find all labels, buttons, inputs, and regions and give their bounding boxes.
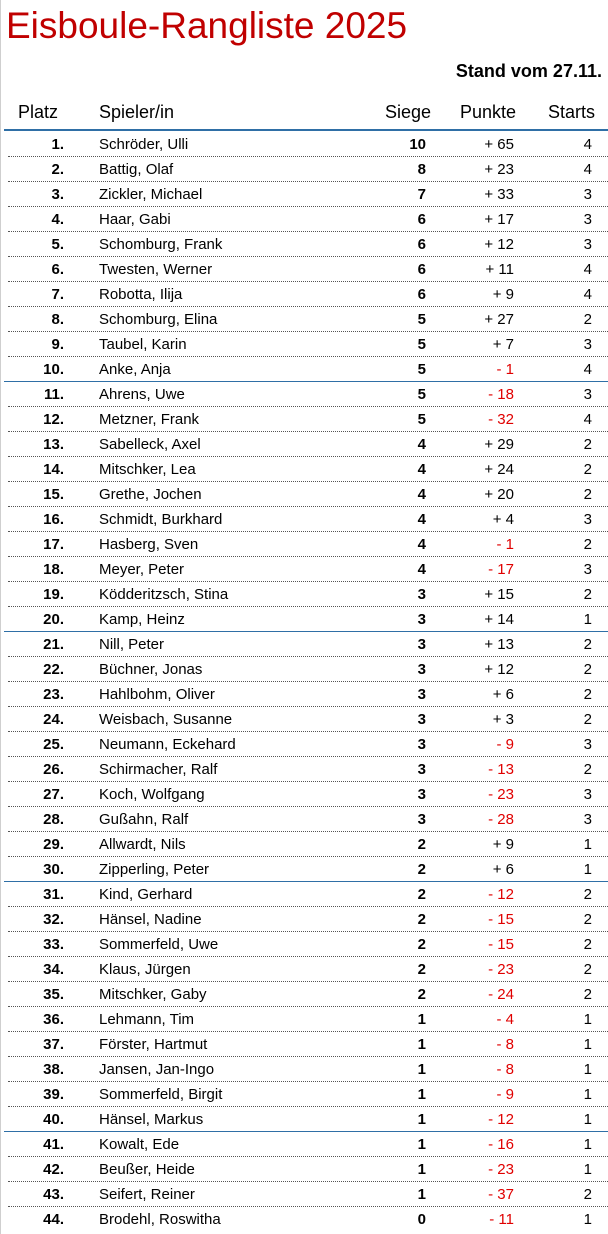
wins-cell: 2 bbox=[417, 936, 426, 953]
table-row bbox=[0, 757, 608, 782]
player-name-cell: Sabelleck, Axel bbox=[99, 436, 201, 453]
points-cell: - 23 bbox=[488, 1161, 514, 1178]
table-row bbox=[0, 807, 608, 832]
wins-cell: 1 bbox=[417, 1036, 426, 1053]
starts-cell: 3 bbox=[583, 511, 592, 528]
wins-cell: 4 bbox=[417, 436, 426, 453]
points-cell: - 23 bbox=[488, 961, 514, 978]
table-row bbox=[0, 1032, 608, 1057]
points-cell: + 11 bbox=[485, 261, 514, 278]
rank-cell: 41. bbox=[43, 1136, 64, 1153]
starts-cell: 2 bbox=[583, 586, 592, 603]
points-cell: - 18 bbox=[488, 386, 514, 403]
rank-cell: 10. bbox=[43, 361, 64, 378]
table-row bbox=[0, 857, 608, 882]
player-name-cell: Weisbach, Susanne bbox=[99, 711, 233, 728]
wins-cell: 2 bbox=[417, 836, 426, 853]
rank-cell: 33. bbox=[43, 936, 64, 953]
player-name-cell: Schirmacher, Ralf bbox=[99, 761, 218, 778]
player-name-cell: Ahrens, Uwe bbox=[99, 386, 185, 403]
starts-cell: 1 bbox=[583, 836, 592, 853]
wins-cell: 3 bbox=[417, 761, 426, 778]
player-name-cell: Ködderitzsch, Stina bbox=[99, 586, 229, 603]
points-cell: + 12 bbox=[484, 661, 514, 678]
starts-cell: 4 bbox=[583, 261, 592, 278]
starts-cell: 4 bbox=[583, 161, 592, 178]
header-starts: Starts bbox=[548, 102, 596, 122]
points-cell: + 20 bbox=[484, 486, 514, 503]
rank-cell: 22. bbox=[43, 661, 64, 678]
player-name-cell: Schomburg, Frank bbox=[99, 236, 223, 253]
points-cell: + 17 bbox=[484, 211, 514, 228]
wins-cell: 3 bbox=[417, 811, 426, 828]
points-cell: - 15 bbox=[488, 911, 514, 928]
points-cell: + 33 bbox=[484, 186, 514, 203]
wins-cell: 7 bbox=[417, 186, 426, 203]
wins-cell: 5 bbox=[417, 411, 426, 428]
player-name-cell: Zickler, Michael bbox=[99, 186, 203, 203]
points-cell: - 24 bbox=[488, 986, 514, 1003]
table-row bbox=[0, 182, 608, 207]
table-row bbox=[0, 782, 608, 807]
wins-cell: 4 bbox=[417, 511, 426, 528]
rank-cell: 31. bbox=[43, 886, 64, 903]
starts-cell: 3 bbox=[583, 336, 592, 353]
header-punkte: Punkte bbox=[460, 102, 517, 122]
starts-cell: 2 bbox=[583, 686, 592, 703]
rank-cell: 43. bbox=[43, 1186, 64, 1203]
player-name-cell: Schomburg, Elina bbox=[99, 311, 218, 328]
player-name-cell: Mitschker, Lea bbox=[99, 461, 196, 478]
starts-cell: 1 bbox=[583, 1161, 592, 1178]
starts-cell: 1 bbox=[583, 611, 592, 628]
table-row bbox=[0, 932, 608, 957]
points-cell: + 27 bbox=[484, 311, 514, 328]
rank-cell: 42. bbox=[43, 1161, 64, 1178]
table-row bbox=[0, 1207, 608, 1232]
player-name-cell: Hänsel, Nadine bbox=[99, 911, 202, 928]
points-cell: + 13 bbox=[484, 636, 514, 653]
starts-cell: 2 bbox=[583, 436, 592, 453]
starts-cell: 1 bbox=[583, 1211, 592, 1228]
table-header bbox=[0, 100, 608, 130]
player-name-cell: Seifert, Reiner bbox=[99, 1186, 195, 1203]
player-name-cell: Jansen, Jan-Ingo bbox=[99, 1061, 215, 1078]
points-cell: - 12 bbox=[488, 1111, 514, 1128]
rank-cell: 35. bbox=[43, 986, 64, 1003]
rank-cell: 9. bbox=[51, 336, 64, 353]
wins-cell: 6 bbox=[417, 236, 426, 253]
rank-cell: 23. bbox=[43, 686, 64, 703]
starts-cell: 1 bbox=[583, 861, 592, 878]
player-name-cell: Anke, Anja bbox=[99, 361, 171, 378]
player-name-cell: Zipperling, Peter bbox=[99, 861, 210, 878]
starts-cell: 3 bbox=[583, 386, 592, 403]
table-row bbox=[0, 482, 608, 507]
rank-cell: 16. bbox=[43, 511, 64, 528]
points-cell: + 12 bbox=[484, 236, 514, 253]
wins-cell: 6 bbox=[417, 286, 426, 303]
table-row bbox=[0, 582, 608, 607]
points-cell: - 37 bbox=[488, 1186, 514, 1203]
table-row bbox=[0, 1132, 608, 1157]
rank-cell: 38. bbox=[43, 1061, 64, 1078]
starts-cell: 2 bbox=[583, 711, 592, 728]
player-name-cell: Schmidt, Burkhard bbox=[99, 511, 223, 528]
wins-cell: 3 bbox=[417, 661, 426, 678]
header-spieler: Spieler/in bbox=[99, 102, 175, 122]
wins-cell: 4 bbox=[417, 536, 426, 553]
page-title: Eisboule-Rangliste 2025 bbox=[6, 5, 408, 46]
table-row bbox=[0, 607, 608, 632]
player-name-cell: Neumann, Eckehard bbox=[99, 736, 236, 753]
player-name-cell: Battig, Olaf bbox=[99, 161, 174, 178]
table-row bbox=[0, 432, 608, 457]
table-row bbox=[0, 1007, 608, 1032]
wins-cell: 4 bbox=[417, 561, 426, 578]
starts-cell: 1 bbox=[583, 1111, 592, 1128]
wins-cell: 2 bbox=[417, 861, 426, 878]
starts-cell: 2 bbox=[583, 461, 592, 478]
rank-cell: 34. bbox=[43, 961, 64, 978]
table-row bbox=[0, 157, 608, 182]
player-name-cell: Sommerfeld, Birgit bbox=[99, 1086, 223, 1103]
player-name-cell: Grethe, Jochen bbox=[99, 486, 202, 503]
rank-cell: 30. bbox=[43, 861, 64, 878]
points-cell: - 23 bbox=[488, 786, 514, 803]
player-name-cell: Meyer, Peter bbox=[99, 561, 185, 578]
player-name-cell: Beußer, Heide bbox=[99, 1161, 195, 1178]
table-row bbox=[0, 307, 608, 332]
wins-cell: 1 bbox=[417, 1061, 426, 1078]
rank-cell: 2. bbox=[51, 161, 64, 178]
wins-cell: 3 bbox=[417, 686, 426, 703]
points-cell: + 23 bbox=[484, 161, 514, 178]
header-platz: Platz bbox=[18, 102, 59, 122]
rank-cell: 1. bbox=[51, 136, 64, 153]
wins-cell: 2 bbox=[417, 886, 426, 903]
ranking-table bbox=[0, 132, 608, 1232]
table-row bbox=[0, 407, 608, 432]
starts-cell: 1 bbox=[583, 1061, 592, 1078]
table-row bbox=[0, 507, 608, 532]
points-cell: - 15 bbox=[488, 936, 514, 953]
points-cell: - 28 bbox=[488, 811, 514, 828]
wins-cell: 1 bbox=[417, 1011, 426, 1028]
rank-cell: 27. bbox=[43, 786, 64, 803]
wins-cell: 1 bbox=[417, 1161, 426, 1178]
points-cell: - 11 bbox=[489, 1211, 514, 1228]
points-cell: - 9 bbox=[496, 736, 514, 753]
player-name-cell: Haar, Gabi bbox=[99, 211, 171, 228]
table-row bbox=[0, 1157, 608, 1182]
wins-cell: 3 bbox=[417, 586, 426, 603]
starts-cell: 1 bbox=[583, 1011, 592, 1028]
player-name-cell: Twesten, Werner bbox=[99, 261, 213, 278]
points-cell: + 29 bbox=[484, 436, 514, 453]
table-row bbox=[0, 882, 608, 907]
rank-cell: 25. bbox=[43, 736, 64, 753]
points-cell: + 4 bbox=[492, 511, 514, 528]
table-row bbox=[0, 457, 608, 482]
rank-cell: 29. bbox=[43, 836, 64, 853]
rank-cell: 36. bbox=[43, 1011, 64, 1028]
wins-cell: 3 bbox=[417, 786, 426, 803]
wins-cell: 1 bbox=[417, 1086, 426, 1103]
table-row bbox=[0, 957, 608, 982]
player-name-cell: Nill, Peter bbox=[99, 636, 165, 653]
rank-cell: 40. bbox=[43, 1111, 64, 1128]
starts-cell: 3 bbox=[583, 736, 592, 753]
rank-cell: 11. bbox=[43, 386, 64, 403]
table-row bbox=[0, 282, 608, 307]
table-row bbox=[0, 357, 608, 382]
table-row bbox=[0, 832, 608, 857]
points-cell: + 9 bbox=[492, 836, 514, 853]
starts-cell: 2 bbox=[583, 886, 592, 903]
wins-cell: 6 bbox=[417, 261, 426, 278]
rank-cell: 44. bbox=[43, 1211, 64, 1228]
starts-cell: 2 bbox=[583, 986, 592, 1003]
starts-cell: 3 bbox=[583, 561, 592, 578]
table-row bbox=[0, 332, 608, 357]
table-row bbox=[0, 132, 608, 157]
rank-cell: 15. bbox=[43, 486, 64, 503]
rank-cell: 17. bbox=[43, 536, 64, 553]
wins-cell: 5 bbox=[417, 386, 426, 403]
points-cell: + 65 bbox=[484, 136, 514, 153]
table-row bbox=[0, 1082, 608, 1107]
points-cell: + 6 bbox=[492, 686, 514, 703]
points-cell: + 9 bbox=[492, 286, 514, 303]
player-name-cell: Büchner, Jonas bbox=[99, 661, 203, 678]
rank-cell: 20. bbox=[43, 611, 64, 628]
wins-cell: 6 bbox=[417, 211, 426, 228]
starts-cell: 2 bbox=[583, 911, 592, 928]
player-name-cell: Kamp, Heinz bbox=[99, 611, 185, 628]
table-row bbox=[0, 1182, 608, 1207]
starts-cell: 4 bbox=[583, 411, 592, 428]
points-cell: - 8 bbox=[496, 1036, 514, 1053]
table-row bbox=[0, 382, 608, 407]
points-cell: + 15 bbox=[484, 586, 514, 603]
wins-cell: 8 bbox=[417, 161, 426, 178]
rank-cell: 18. bbox=[43, 561, 64, 578]
wins-cell: 5 bbox=[417, 336, 426, 353]
rank-cell: 39. bbox=[43, 1086, 64, 1103]
rank-cell: 24. bbox=[43, 711, 64, 728]
table-row bbox=[0, 1057, 608, 1082]
wins-cell: 4 bbox=[417, 486, 426, 503]
points-cell: - 4 bbox=[496, 1011, 514, 1028]
starts-cell: 2 bbox=[583, 761, 592, 778]
wins-cell: 1 bbox=[417, 1111, 426, 1128]
points-cell: + 24 bbox=[484, 461, 514, 478]
starts-cell: 2 bbox=[583, 936, 592, 953]
wins-cell: 0 bbox=[417, 1211, 426, 1228]
rank-cell: 4. bbox=[51, 211, 64, 228]
player-name-cell: Kind, Gerhard bbox=[99, 886, 193, 903]
player-name-cell: Kowalt, Ede bbox=[99, 1136, 180, 1153]
player-name-cell: Metzner, Frank bbox=[99, 411, 200, 428]
points-cell: - 1 bbox=[496, 361, 514, 378]
starts-cell: 1 bbox=[583, 1086, 592, 1103]
player-name-cell: Förster, Hartmut bbox=[99, 1036, 208, 1053]
starts-cell: 1 bbox=[583, 1136, 592, 1153]
table-row bbox=[0, 632, 608, 657]
points-cell: - 12 bbox=[488, 886, 514, 903]
rank-cell: 14. bbox=[43, 461, 64, 478]
starts-cell: 4 bbox=[583, 136, 592, 153]
player-name-cell: Koch, Wolfgang bbox=[99, 786, 205, 803]
table-row bbox=[0, 557, 608, 582]
player-name-cell: Hänsel, Markus bbox=[99, 1111, 204, 1128]
starts-cell: 2 bbox=[583, 636, 592, 653]
points-cell: + 14 bbox=[484, 611, 514, 628]
starts-cell: 3 bbox=[583, 786, 592, 803]
rank-cell: 19. bbox=[43, 586, 64, 603]
header-rule bbox=[4, 129, 608, 131]
starts-cell: 3 bbox=[583, 236, 592, 253]
points-cell: - 17 bbox=[488, 561, 514, 578]
wins-cell: 4 bbox=[417, 461, 426, 478]
rank-cell: 13. bbox=[43, 436, 64, 453]
wins-cell: 2 bbox=[417, 986, 426, 1003]
player-name-cell: Brodehl, Roswitha bbox=[99, 1211, 221, 1228]
stand-date: Stand vom 27.11. bbox=[455, 61, 602, 81]
points-cell: - 32 bbox=[488, 411, 514, 428]
table-row bbox=[0, 707, 608, 732]
wins-cell: 1 bbox=[417, 1136, 426, 1153]
wins-cell: 3 bbox=[417, 711, 426, 728]
rank-cell: 7. bbox=[51, 286, 64, 303]
wins-cell: 5 bbox=[417, 361, 426, 378]
header-siege: Siege bbox=[385, 102, 432, 122]
starts-cell: 2 bbox=[583, 1186, 592, 1203]
rank-cell: 8. bbox=[51, 311, 64, 328]
player-name-cell: Gußahn, Ralf bbox=[99, 811, 189, 828]
rank-cell: 28. bbox=[43, 811, 64, 828]
table-row bbox=[0, 532, 608, 557]
player-name-cell: Hahlbohm, Oliver bbox=[99, 686, 215, 703]
rank-cell: 32. bbox=[43, 911, 64, 928]
wins-cell: 1 bbox=[417, 1186, 426, 1203]
wins-cell: 2 bbox=[417, 911, 426, 928]
rank-cell: 26. bbox=[43, 761, 64, 778]
starts-cell: 4 bbox=[583, 361, 592, 378]
points-cell: + 7 bbox=[492, 336, 514, 353]
points-cell: - 8 bbox=[496, 1061, 514, 1078]
rank-cell: 3. bbox=[51, 186, 64, 203]
table-row bbox=[0, 657, 608, 682]
table-row bbox=[0, 232, 608, 257]
wins-cell: 3 bbox=[417, 636, 426, 653]
starts-cell: 3 bbox=[583, 186, 592, 203]
table-row bbox=[0, 907, 608, 932]
points-cell: - 9 bbox=[496, 1086, 514, 1103]
table-row bbox=[0, 207, 608, 232]
player-name-cell: Mitschker, Gaby bbox=[99, 986, 207, 1003]
player-name-cell: Schröder, Ulli bbox=[99, 136, 189, 153]
table-row bbox=[0, 732, 608, 757]
starts-cell: 2 bbox=[583, 311, 592, 328]
player-name-cell: Klaus, Jürgen bbox=[99, 961, 191, 978]
player-name-cell: Allwardt, Nils bbox=[99, 836, 186, 853]
wins-cell: 3 bbox=[417, 611, 426, 628]
player-name-cell: Hasberg, Sven bbox=[99, 536, 199, 553]
rank-cell: 37. bbox=[43, 1036, 64, 1053]
starts-cell: 2 bbox=[583, 661, 592, 678]
starts-cell: 4 bbox=[583, 286, 592, 303]
points-cell: + 6 bbox=[492, 861, 514, 878]
points-cell: - 1 bbox=[496, 536, 514, 553]
player-name-cell: Robotta, Ilija bbox=[99, 286, 183, 303]
points-cell: + 3 bbox=[492, 711, 514, 728]
wins-cell: 3 bbox=[417, 736, 426, 753]
points-cell: - 13 bbox=[488, 761, 514, 778]
table-row bbox=[0, 1107, 608, 1132]
starts-cell: 2 bbox=[583, 536, 592, 553]
rank-cell: 21. bbox=[43, 636, 64, 653]
starts-cell: 2 bbox=[583, 961, 592, 978]
table-row bbox=[0, 257, 608, 282]
starts-cell: 1 bbox=[583, 1036, 592, 1053]
wins-cell: 5 bbox=[417, 311, 426, 328]
rank-cell: 5. bbox=[51, 236, 64, 253]
player-name-cell: Lehmann, Tim bbox=[99, 1011, 195, 1028]
player-name-cell: Taubel, Karin bbox=[99, 336, 187, 353]
table-row bbox=[0, 982, 608, 1007]
table-row bbox=[0, 682, 608, 707]
points-cell: - 16 bbox=[488, 1136, 514, 1153]
starts-cell: 2 bbox=[583, 486, 592, 503]
wins-cell: 2 bbox=[417, 961, 426, 978]
rank-cell: 12. bbox=[43, 411, 64, 428]
starts-cell: 3 bbox=[583, 211, 592, 228]
wins-cell: 10 bbox=[409, 136, 426, 153]
rank-cell: 6. bbox=[51, 261, 64, 278]
player-name-cell: Sommerfeld, Uwe bbox=[99, 936, 219, 953]
starts-cell: 3 bbox=[583, 811, 592, 828]
